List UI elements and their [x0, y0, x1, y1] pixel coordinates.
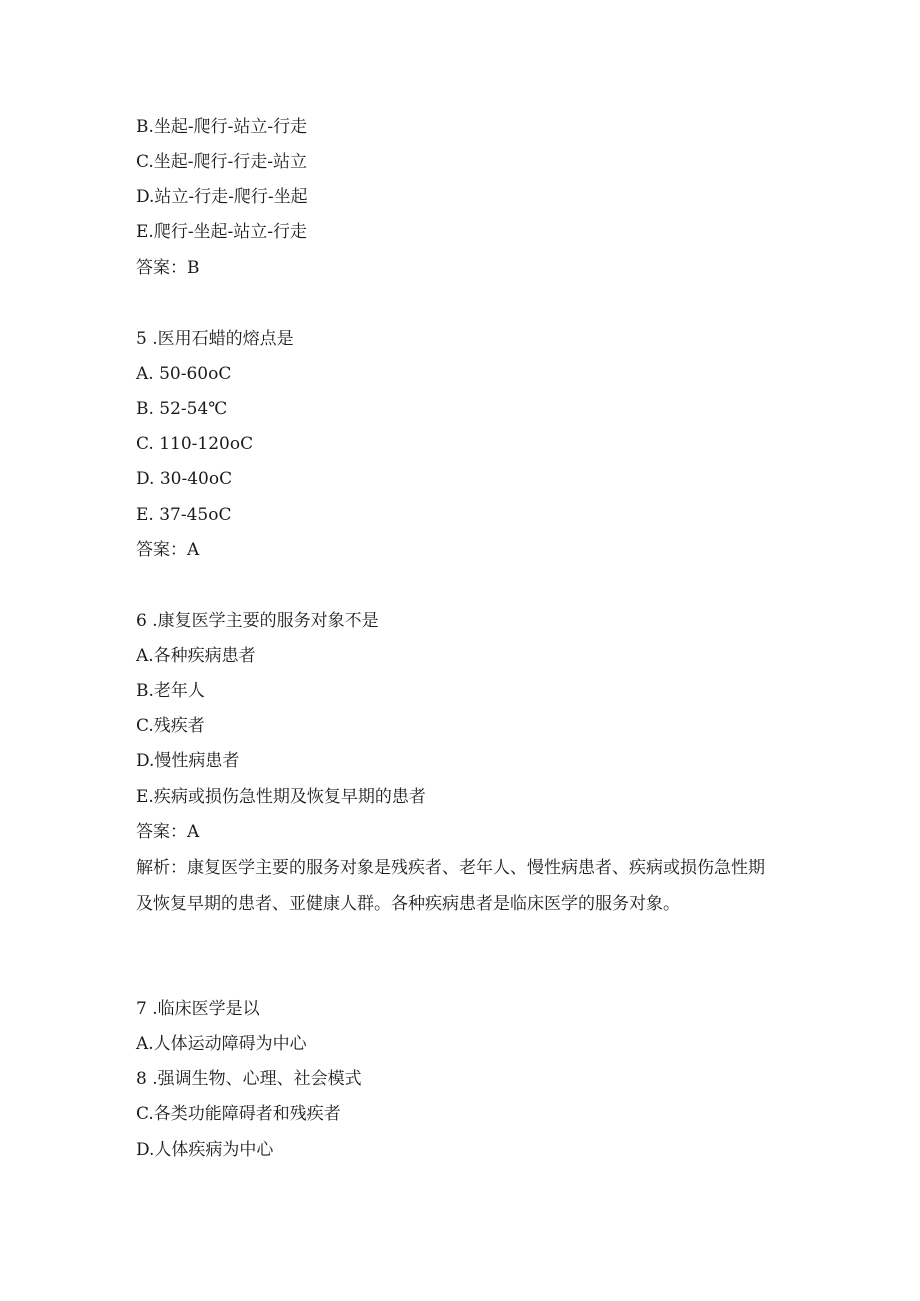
q5-stem: 5 .医用石蜡的熔点是 — [136, 329, 294, 349]
q6-option-c: C.残疾者 — [136, 716, 205, 736]
q6-option-d: D.慢性病患者 — [136, 751, 240, 771]
q4-option-b: B.坐起-爬行-站立-行走 — [136, 117, 308, 137]
q4-answer: 答案：B — [136, 258, 200, 278]
q6-stem: 6 .康复医学主要的服务对象不是 — [136, 611, 379, 631]
q5-option-b: B. 52-54℃ — [136, 399, 228, 419]
q6-option-b: B.老年人 — [136, 681, 205, 701]
q6-answer: 答案：A — [136, 822, 200, 842]
q4-option-e: E.爬行-坐起-站立-行走 — [136, 222, 308, 242]
q5-option-d: D. 30-40oC — [136, 469, 233, 489]
q5-option-c: C. 110-120oC — [136, 434, 254, 454]
q5-option-a: A. 50-60oC — [136, 364, 232, 384]
q7-option-d: D.人体疾病为中心 — [136, 1140, 274, 1160]
q5-option-e: E. 37-45oC — [136, 505, 232, 525]
q7-option-c: C.各类功能障碍者和残疾者 — [136, 1104, 341, 1124]
q6-option-e: E.疾病或损伤急性期及恢复早期的患者 — [136, 787, 426, 807]
q6-analysis: 解析：康复医学主要的服务对象是残疾者、老年人、慢性病患者、疾病或损伤急性期及恢复早期的患者、亚健康人群。各种疾病患者是临床医学的服务对象。 — [136, 858, 765, 914]
q7-option-a: A.人体运动障碍为中心 — [136, 1034, 307, 1054]
q6-option-a: A.各种疾病患者 — [136, 646, 256, 666]
q4-option-c: C.坐起-爬行-行走-站立 — [136, 152, 308, 172]
q7-stem: 7 .临床医学是以 — [136, 999, 260, 1019]
q4-option-d: D.站立-行走-爬行-坐起 — [136, 187, 308, 207]
q7-option-b: 8 .强调生物、心理、社会模式 — [136, 1069, 362, 1089]
q5-answer: 答案：A — [136, 540, 200, 560]
